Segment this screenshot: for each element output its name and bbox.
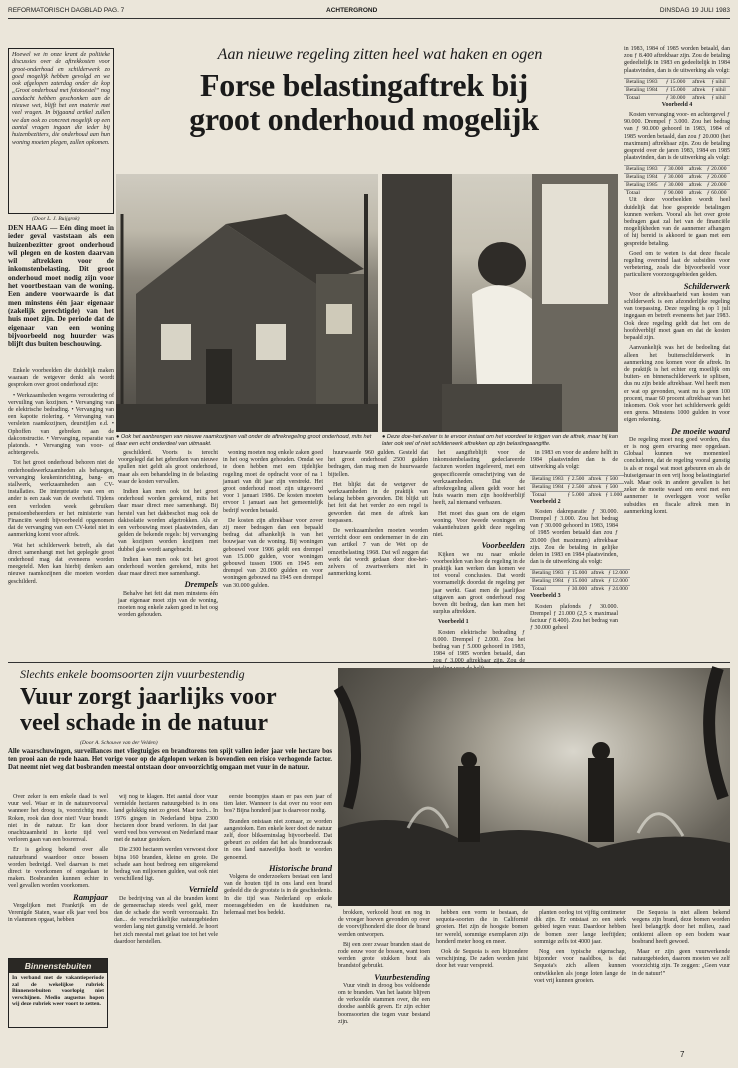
article2-byline: (Door A. Schouwe van der Velden) [80,740,158,746]
voorbeeld4-title: Voorbeeld 4 [661,101,693,108]
col4-para-2: Het blijkt dat de wetgever de werkzaamheden in de praktijk van belang hebben gevonden. Dit blijkt uit het feit dat het verder zo een regel is geworden dat men de aftrek kan toepassen. [328,481,428,524]
table-row: Betaling 1983 ƒ 2.500 aftrek ƒ 500 [530,475,624,483]
article1-headline [124,68,604,136]
article1-byline: (Door L. J. Buijgrok) [32,216,80,222]
article2-col5-body [436,910,528,1060]
right-col-intro: in 1983, 1984 of 1985 worden betaald, dan zou ƒ 8.400 aftrekbaar zijn. Zou de betaling gedeeltelijk in 1983 en gedeeltelijk in 1984 plaatsvinden, dan is de uitwerking als volgt: [624,46,730,74]
right-col-para-1: Uit deze voorbeelden wordt heel duidelijk dat hoe gespreide betalingen kunnen werken. Vooral als het over grote bedragen gaat zal het van de financiële mogelijkheden van de aannemer afhangen of hij bereid is akkoord te gaan met een gespreide betaling. [624,197,730,247]
table-row: Betaling 1984 ƒ 15.000 aftrek ƒ 12.000 [532,578,628,585]
article2-col4-body [338,910,430,1060]
table-row: Totaal ƒ 30.000 aftrek ƒ nihil [624,94,730,102]
article1-right-column [624,46,730,658]
subhead-voorbeelden: Voorbeelden [481,540,525,551]
table-voorbeeld3 [624,78,730,102]
col2-para-1: geschilderd. Voorts is terecht voorgelegd dat het gebruiken van nieuwe spullen niet geldt als groot onderhoud, maar als een behandeling in de belasting waar de kosten vervallen. [118,450,218,485]
article1-col2-body [118,450,218,658]
historische-text: Volgens de onderzoekers bestaat een land van de houten tijd in ons land een brand gedeeld die de grootste is in de geschiedenis. In die tijd was Nederland op enkele moerasgebieden en de kustduinen na, helemaal met bos bedekt. [224,874,332,917]
schilderwerk-para-1: Voor de aftrekbaarheid van kosten van schilderwerk is een afzonderlijke regeling van toepassing. Deze regeling is op 1 juli ingegaan en betreft eveneens het jaar 1983. Ook deze regeling geldt dat het om de hoofdverblijf moet gaan en dat de kosten bepaald zijn. [624,291,730,342]
article2-col6-body [534,910,626,1060]
fire-scene-illustration [338,668,730,906]
photo1-caption: ● Ook het aanbrengen van nieuwe raamkozijnen valt onder de aftrekregeling groot onderhoud, mits het daar een echt onderdeel van uitmaakt. [116,434,372,447]
table-row: Betaling 1983 ƒ 15.000 aftrek ƒ nihil [624,78,730,86]
article1-kicker: Aan nieuwe regeling zitten heel wat haken en ogen [217,46,543,63]
col4-para-1: huurwaarde 960 gulden. Gesteld dat het groot onderhoud 2500 gulden bedragen, dan mag men de huurwaarde bijtellen. [328,450,428,478]
subhead-schilderwerk: Schilderwerk [683,280,730,291]
subhead-vernield: Vernield [188,884,218,895]
a2-col1-para-1: Over zeker is een enkele daad is wel vuur wel. Waar er in de natuurvoorval wanneer het droog is, voorzichtig mee. Roken, rook dan door niet! Vuur brandt niet in de natuur. Er kan door onachtzaamheid in korte tijd veel verloren gaan van een bosrenval. [8,794,108,844]
a2-col6-para-1: planten oorlog tot vijftig centimeter dik zijn. Er ontstaat zo een sterk gebied tegen vuur. Daardoor hebben de bomen zeer lange leeftijden; sommige zelfs tot 4000 jaar. [534,910,626,945]
drempels-text: Behalve het feit dat men minstens één jaar eigenaar moet zijn van de woning, moeten nog enkele zaken goed in het oog worden gehouden. [118,590,218,619]
moeite-text: De regeling moet nog goed worden, dus er is nog geen ervaring mee opgedaan. Globaal kunnen we momenteel concluderen, dat de regeling vooral gunstig is als er nogal wat moet gebeuren en als de huiseigenaar in een vrij hoog belastingtarief valt. Maar ook in andere gevallen is het zeker de moeite waard om eerst met een aannemer te overleggen voor welke subsidies en fiscale aftrek men in aanmerking komt. [624,436,730,515]
article1-col5-body [433,450,525,658]
article2-kicker: Slechts enkele boomsoorten zijn vuurbestendig [20,667,245,681]
binnenstebuiten-box [8,958,108,1028]
article2-col7-body [632,910,730,1050]
a2-col7-para-2: Maar er zijn geen vuurwerkende natuurgebieden, daarom moeten we zelf voorzichtig zijn. Te zeggen: „Geen vuur in de natuur!” [632,949,730,977]
col4-para-3: De werkzaamheden moeten worden verricht door een ondernemer in de zin van artikel 7 van de Wet op de omzetbelasting 1968. Dat wil zeggen dat werk dat wordt gedaan door doe-het-zelvers of zwartwerkers niet in aanmerking komt. [328,528,428,578]
article1-col5b-body [530,450,628,658]
a2-col3-para-2: Branden ontstaan niet zomaar, ze worden aangestoken. Een enkele keer doet de natuur zelf, door blikseminslag bijvoorbeeld. Dat gebeurt zo zelden dat het als brandoorzaak in ons land nauwelijks hoeft te worden genoemd. [224,818,332,861]
vuurbestending-text: Vuur vindt in droog bos voldoende om te branden. Van het laatste blijven de verkoolde stammen over, die een doodse aanblik geven. Er zijn echter boomsoorten die tegen vuur bestand zijn. [338,982,430,1025]
col1-para-2: • Werkzaamheden wegens veroudering of vervuiling van kozijnen. • Vervanging van de elektrische bedrading. • Vervanging van een kapotte riolering. • Vervanging van versleten raamkozijnen, deurstijlen e.d. • Ophoffen van gebreken aan de dakconstructie. • Vervanging, reparatie van platonds. • Vervanging van voor- of achtergevels. [8,392,114,457]
headline-line-2: groot onderhoud mogelijk [189,101,539,137]
subhead-historische-brand: Historische brand [268,862,332,873]
table-row: Betaling 1983 ƒ 15.000 aftrek ƒ 12.000 [532,570,628,577]
col5-para-1: het aangifteblijft voor de inkomstenbelasting gedeclareerde facturen worden ingeleverd, met een gespecificeerde omschrijving van de werkzaamheden. Dat de aftrekregeling alleen geldt voor het huis waarin men zijn hoofdverblijf heeft, zal niemand verbazen. [433,450,525,507]
col2-para-3: Indien kan men ook tot het groot onderhoud worden gerekend, mits het daar maar direct mee samenhangt. [118,556,218,578]
col1-para-3: Tot het groot onderhoud behoren niet de onderhoudswerkzaamheden als behangen, vervanging keukeninrichting, bang- en stallwerk, werkzaamheden aan CV-installaties. De interpretatie van een en ander is een zaak van de overheid. Tijdens een verloden week gebruiken pensioenbeheerders er het ministerie van Financiën wordt bijvoorbeeld opgenomen dat de vervanging van een CV-ketel niet in aanmerking komt voor aftrek. [8,460,114,539]
voorbeeld3-text: Kosten plafonds ƒ 30.000. Drempel ƒ 21.000 (2,5 x maximaal factuur ƒ 8.400). Zou het bedrag van ƒ 30.000 geheel [530,603,618,632]
a2-col5-para-2: Ook de Sequoia is een bijzondere verschijning. De zaden worden juist door het vuur verspreid. [436,949,528,970]
a2-col3-para-1: eerste boompjes staan er pas een jaar of tien later. Wanneer is dat over nu voor een bos? Bijna honderd jaar is daarvoor nodig. [224,794,332,815]
header-publication: REFORMATORISCH DAGBLAD PAG. 7 [8,7,125,14]
article2-col1-body [8,794,108,956]
a2-col4-para-1: brokken, verkoold hout en nog in de vroeger hoeven gevonden op over de voorvijfhonderd die door de brand werden ontworpen. [338,910,430,938]
header-date: DINSDAG 19 JULI 1983 [659,7,730,14]
painter-illustration [382,174,618,432]
a2-col2-para-1: wij nog te klagen. Het aantal door vuur vernielde hectaren natuurgebied is in ons land gelukkig niet zo groot. Maar toch... In 1976 gingen in Nederland bijna 2300 hectaren door brand verloren. In dat jaar werd veel bos verwoest en Nederland maar met de natuur gestoken. [114,794,218,844]
right-col-para-2: Goed om te weten is dat deze fiscale regeling overeind laat de subsidies voor verbetering, zoals die bijvoorbeeld voor particuliere voorzorgsgebieden gelden. [624,250,730,279]
vernield-text: De bedrijving van al die branden komt de gemeenschap steeds veel geld, meer dan de schade die wordt veroorzaakt. En dan... de verschrikkelijke natuurgebieden worden lang niet gunstig vernield. Je hoort het zich meestal met gelaat toe tot het vele daardoor herstellen. [114,895,218,945]
table-row: Totaal ƒ 30.000 aftrek ƒ 24.000 [532,586,628,593]
lead2-text: Alle waarschuwingen, surveillances met vliegtuigjes en brandtorens ten spijt vallen ieder jaar vele hectare bos ten prooi aan de rode haan. Het vorige voor op de afgelopen weken is bovendien een risico verhogende factor. Dat neemt niet weg dat bosbranden meestal ontstaan door onvoorzichtig omgaan met vuur in de natuur. [8,748,332,771]
voorbeeld1-title: Voorbeeld 1 [438,619,469,626]
voorbeeld1-text: Kosten elektrische bedrading ƒ 8.000. Drempel ƒ 2.000. Zou het bedrag van ƒ 5.000 gehoord in 1983, 1984 of 1985 worden betaald, dan [433,629,525,658]
table-voorbeeld1 [530,475,623,499]
a2-col5-para-1: hebben een vorm te bestaan, de sequoia-soorten die in Californië groeien. Het zijn de hoogste bomen ter wereld, sommige exemplaren zijn honderd meter hoog en meer. [436,910,528,945]
col1-para-1: Enkele voorbeelden die duidelijk maken waaraan de wetgever denkt als wordt gesproken over groot onderhoud zijn: [8,368,114,389]
voorbeeld2-text: Kosten dakreparatie ƒ 30.000. Drempel ƒ 3.000. Zou het bedrag van ƒ 30.000 gehoord in 1983, 1984 of 1985 worden betaald dan zou ƒ 20.000 (het maximum) aftrekbaar zijn. Zou de betaling in gelijke delen in 1983 en 1984 plaatsvinden, dan is de uitwerking als volgt: [530,508,618,566]
table-row: Betaling 1984 ƒ 30.000 aftrek ƒ 20.000 [624,174,730,182]
article1-lead [8,224,114,366]
subhead-vuurbestending: Vuurbestending [374,971,430,982]
article2-col3-body [224,794,332,1060]
intro-box [8,48,114,214]
voorbeelden-para-1: Kijken we nu naar enkele voorbeelden van hoe de regeling in de praktijk kan werken dan komen we tot vooral conclusies. Dat wordt voornamelijk doordat de regeling per jaar werkt. Gaat men de jaarlijkse uitgaven aan groot onderhoud nog boven dit bedrag, dan kan men het surplus aftrekken. [433,551,525,616]
photo-forest-fire [338,668,730,906]
header-section: ACHTERGROND [326,7,378,14]
col2-para-2: Indien kan men ook tot het groot onderhoud worden gerekend, mits het daar maar direct mee samenhangt. Bij herstel van het dakbeschot mag ook de dakisolatie worden afgetrokken. Als er een verbouwing moet plaatsvinden, dan gelden de bekende regels: bij vervanging van kozijnen worden kozijnen met dubbel glas wordt aangebracht. [118,489,218,553]
article2-col2-body [114,794,218,1060]
table-row: Betaling 1985 ƒ 30.000 aftrek ƒ 20.000 [624,182,730,190]
a2-col6-para-2: Nog een typische eigenschap, bijzonder voor naaldbos, is dat Sequoia's zich alleen kunnen ontwikkelen als jonge loten lange de voet vrij kunnen groeien. [534,949,626,984]
rampjaar-text: Vergelijken met Frankrijk en de Verenigde Staten, waar elk jaar veel bos in vlammen opgaat, hebben [8,902,108,924]
headline-line-1: Forse belastingaftrek bij [200,67,528,103]
table-row: Totaal ƒ 90.000 aftrek ƒ 60.000 [624,190,730,198]
intro-box-text: Hoewel we in onze krant de politieke discussies over de aftrekkosten voor groot-onderhoud en schilderwerk zo goed mogelijk hebben gevolgd en we ook afgelopen zaterdag onder de kop „Groot onderhoud met fototoestel” nog aandacht hebben geschonken aan de nieuwe wet, blijft het een materie met veel vragen. In bijgaand artikel zullen we dan ook zo concreet mogelijk op een aantal vragen ingaan die ieder bij huizenbezitters, die onderhoud aan hun woning moeten plegen, zullen opkomen. [12,52,110,146]
col3-para-1: woning moeten nog enkele zaken goed in het oog worden gehouden. Omdat we te doen hebben met een tijdelijke regeling moet de opdracht voor of na 1 januari van dit jaar zijn verstrekt. Het groot onderhoud moet zijn uitgevoerd voor 1 januari 1986. De kosten moeten ervoor 1 januari aan het gemeentelijk bedrijf worden betaald. [223,450,323,514]
table-row: Betaling 1984 ƒ 15.000 aftrek ƒ nihil [624,86,730,94]
photo-diy-painter [382,174,618,432]
article1-col4-body [328,450,428,658]
col1-para-4: Wat het schilderwerk betreft, als dat direct samenhangt met het geplegde groot onderhoud mag dat eveneens worden meegeteld. Men kan hierbij denken aan nieuwe raamkozijnen die moeten worden geschilderd. [8,542,114,585]
col5b-intro: in 1983 en voor de andere helft in 1984 plaatsvinden dan is de uitwerking als volgt: [530,450,618,471]
article1-col1-body [8,368,114,658]
schilderwerk-para-2: Aanvankelijk was het de bedoeling dat alleen het buitenschilderwerk in aanmerking zou komen voor de aftrek. In de praktijk is het echter erg moeilijk om buiten- en binnenschilderwerk te splitsen, dus nu zijn beide aftrekbaar. Wel heeft men er wat op gevonden, want nu is geen 100 procent, maar 60 procent aftrekbaar van het inkomen. Ook voor het schilderwerk geldt een grens. Minstens 1000 gulden in voor eigen rekening. [624,345,730,424]
a2-col7-para-1: De Sequoia is niet alleen bekend wegens zijn brand, deze bomen worden heel belangrijk door het milieu, zaad ontkiemt alleen op een bodem waar bosbrand heeft gewoed. [632,910,730,945]
a2-col2-para-2: Die 2300 hectaren werden verwoest door bijna 160 branden, kleine en grote. De schade aan hout bedroeg een uitgerekend bedrag van miljoenen gulden, wat ook niet verschillend ligt. [114,847,218,883]
headline2-line-1: Vuur zorgt jaarlijks voor [20,684,277,710]
article2-lead [8,748,332,792]
voorbeeld4-text: Kosten vervanging voor- en achtergevel ƒ 90.000. Drempel ƒ 3.000. Zou het bedrag van ƒ 90.000 gehoord in 1983, 1984 of 1985 worden betaald, dan zou ƒ 20.000 (het maximum) aftrekbaar zijn. Zou de betaling gespreid over de jaren 1983, 1984 en 1985 plaatsvinden, dan is de uitwerking als volgt: [624,112,730,162]
a2-col1-para-2: Er is geloog bekend over alle natuurbrand waardoor onze bossen worden bedreigd. Veel daarvan is met direct te voorkomen of ongedaan te maken. Bosbranden kunnen echter in veel gevallen worden voorkomen. [8,847,108,890]
page-header [8,6,730,19]
a2-col4-para-2: Bij een zeer zwaar branden staat de rode eeuw voor de bossen, want toen werden grote stukken hout als brandstof gebruikt. [338,941,430,970]
headline2-line-2: veel schade in de natuur [20,710,269,736]
box-text: In verband met de vakantieperiode zal de wekelijkse rubriek Binnenstebuiten voorlopig niet verschijnen. Medio augustus hopen wij deze rubriek weer voort te zetten. [12,975,104,1008]
house-illustration [116,174,378,432]
subhead-moeite-waard: De moeite waard [670,425,730,436]
photo2-caption: ● Deze doe-het-zelver is te ervoor instaat om het voordeel te krijgen van de aftrek, maar hij kan later ook wel of niet schilderwerk aftrekken op zijn belastingaangifte. [382,434,618,447]
table-voorbeeld4 [624,165,730,197]
box-title: Binnenstebuiten [9,959,107,973]
lead-text: DEN HAAG — Eén ding moet in ieder geval vaststaan als een huizenbezitter groot onderhoud wil plegen en de kosten daarvan wil aftrekken voor de inkomstenbelasting. Dit groot onderhoud moet nodig zijn voor het voortbestaan van de woning. Een andere voorwaarde is dat men minstens één jaar eigenaar (zakelijk gerechtigde) van het huis moet zijn. De periode dat de eigenaar van een woning bijvoorbeeld nog huurder was blijft dus buiten beschouwing. [8,223,114,349]
table-row: Totaal ƒ 5.000 aftrek ƒ 1.000 [532,491,623,498]
subhead-drempels: Drempels [184,579,218,590]
photo-house-renovation [116,174,378,432]
col5-para-2: Het moet dus gaan om de eigen woning. Voor tweede woningen en vakantiehuizen geldt deze regeling niet. [433,510,525,539]
table-row: Betaling 1983 ƒ 30.000 aftrek ƒ 20.000 [624,166,730,174]
table-row: Betaling 1984 ƒ 2.500 aftrek ƒ 500 [530,483,624,491]
table-voorbeeld2 [530,569,628,593]
col3-para-2: De kosten zijn aftrekbaar voor zover zij meer bedragen dan een bepaald bedrag dat afhankelijk is van het bouwjaar van de woning. Bij woningen gebouwd voor 1906 geldt een drempel van 15.000 gulden, voor woningen gebouwd tussen 1906 en 1945 een drempel van 20.000 gulden en voor woningen gebouwd na 1945 een drempel van 30.000 gulden. [223,517,323,589]
page-number: 7 [680,1050,685,1059]
voorbeeld2-title: Voorbeeld 2 [530,498,561,505]
voorbeeld3-title: Voorbeeld 3 [530,593,561,600]
article1-col3-body [223,450,323,658]
article-divider [8,662,730,663]
article2-headline [20,684,330,736]
subhead-rampjaar: Rampjaar [73,891,108,902]
